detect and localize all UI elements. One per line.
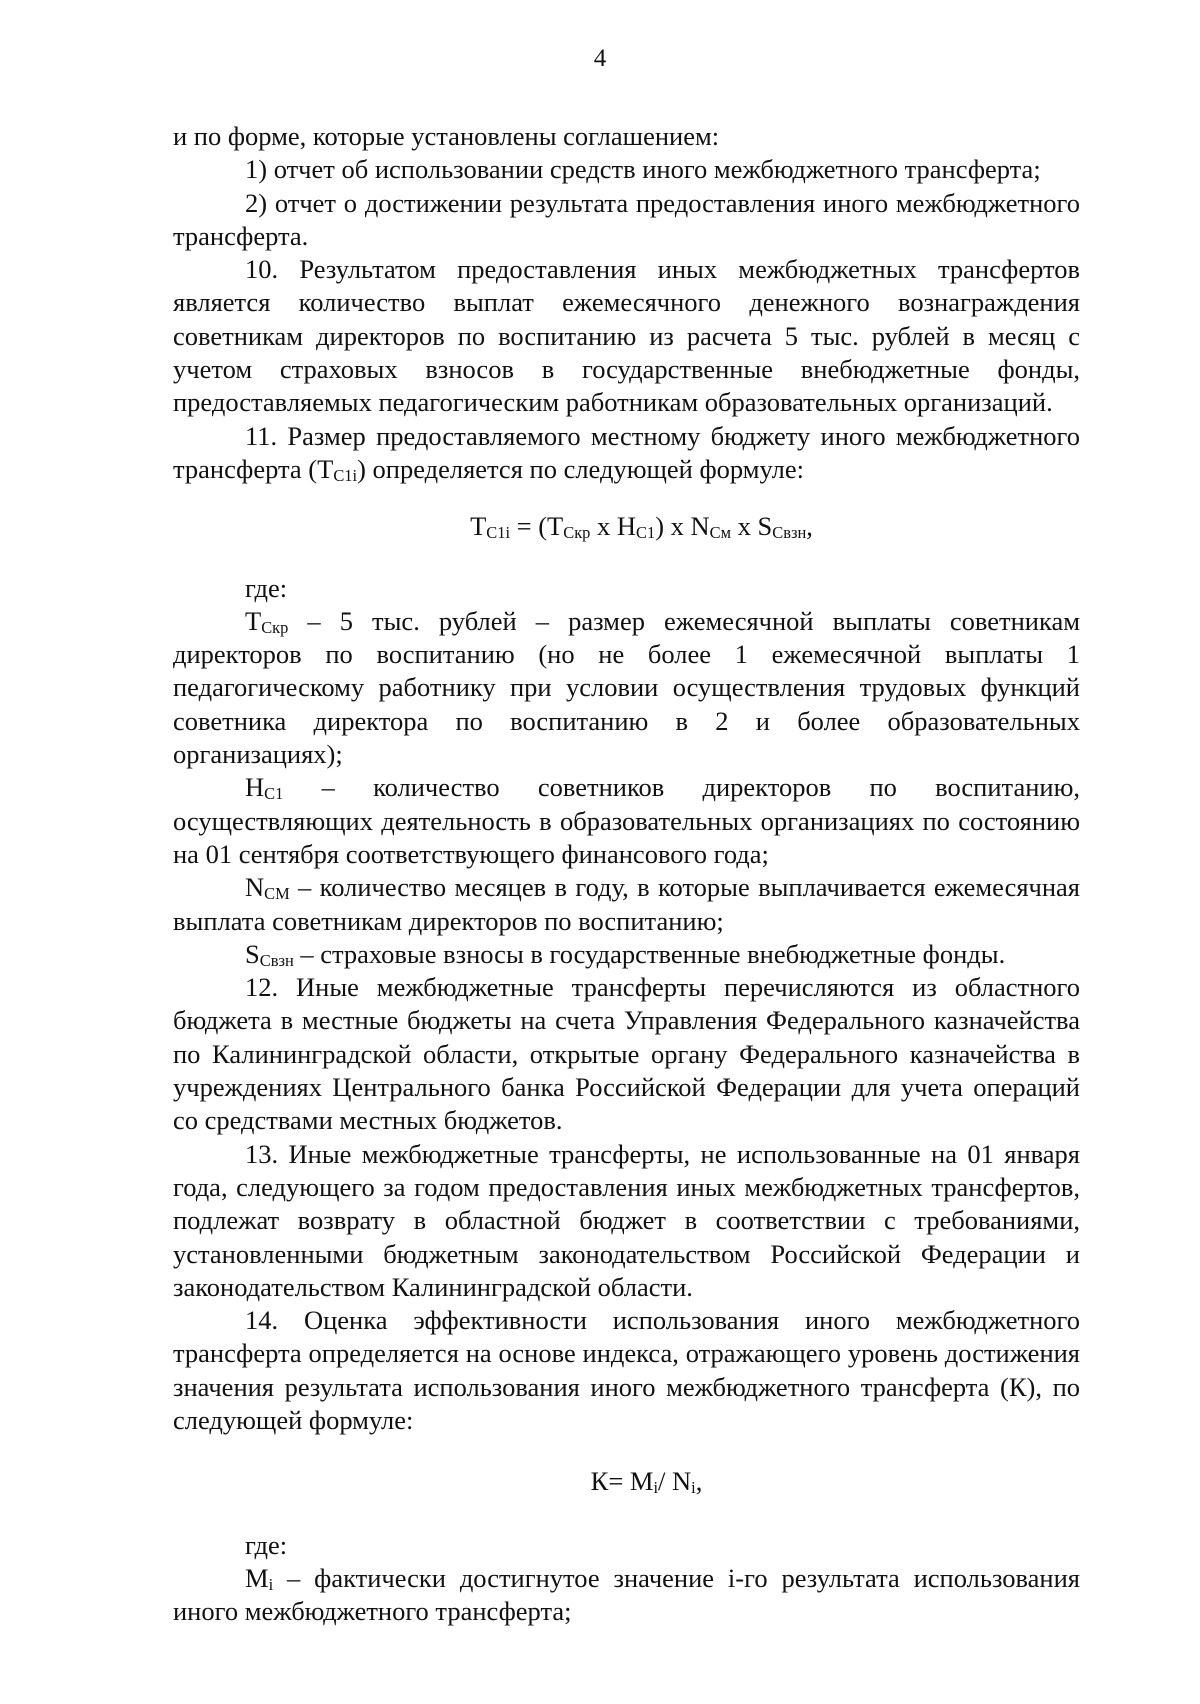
definition-ncm: $N_{CM}$ – количество месяцев в году, в которые выплачивается ежемесячная выплата советникам директоров по воспитанию; bbox=[173, 872, 1080, 936]
document-body bbox=[173, 120, 1080, 1628]
where-label: где: bbox=[245, 1529, 288, 1560]
page-number: 4 bbox=[593, 45, 607, 72]
where-label: где: bbox=[245, 572, 288, 603]
paragraph-14: 14. Оценка эффективности использования иного межбюджетного трансферта определяется на основе индекса, отражающего уровень достижения значения результата использования иного межбюджетного трансферта (К), по следующей формуле: bbox=[173, 1305, 1080, 1435]
definition-hc1: $Н_{C1}$ – количество советников директоров по воспитанию, осуществляющих деятельность в образовательных организациях по состоянию на 01 сентября соответствующего финансового года; bbox=[173, 772, 1080, 869]
definition-scvzn: $S_{Свзн}$ – страховые взносы в государственные внебюджетные фонды. bbox=[245, 938, 1006, 970]
paragraph: и по форме, которые установлены соглашением: bbox=[173, 121, 720, 151]
paragraph-10: 10. Результатом предоставления иных межбюджетных трансфертов является количество выплат ежемесячного денежного вознаграждения советникам директоров по воспитанию из расчета 5 тыс. рублей в месяц с учетом страховых взносов в государственные внебюджетные фонды, предоставляемых педагогическим работникам образовательных организаций. bbox=[173, 254, 1080, 418]
paragraph-11: 11. Размер предоставляемого местному бюджету иного межбюджетного трансферта $(Т_{C1i})$ определяется по следующей формуле: bbox=[173, 420, 1080, 485]
paragraph-13: 13. Иные межбюджетные трансферты, не использованные на 01 января года, следующего за годом предоставления иных межбюджетных трансфертов, подлежат возврату в областной бюджет в соответствии с требованиями, установленными бюджетным законодательством Российской Федерации и законодательством Калининградской области. bbox=[173, 1138, 1080, 1302]
formula-efficiency-index: $К= М_i/$ $N_i$, bbox=[590, 1466, 703, 1498]
formula-transfer-size: $Т_{C1i} = (Т_{Скр}$ х $Н_{C1}$) х $N_{См}$ х $S_{Свзн}$, bbox=[470, 511, 813, 543]
definition-mi: $M_i$ – фактически достигнутое значение i-го результата использования иного межбюджетного трансферта; bbox=[173, 1562, 1080, 1627]
list-item: 1) отчет об использовании средств иного межбюджетного трансферта; bbox=[245, 154, 1041, 185]
definition-tskr: $Т_{Скр} - 5$ тыс. рублей – размер ежемесячной выплаты советникам директоров по воспитанию (но не более 1 ежемесячной выплаты 1 педагогическому работнику при условии осуществления трудовых функций советника директора по воспитанию в 2 и более образовательных организациях); bbox=[173, 605, 1080, 770]
paragraph-12: 12. Иные межбюджетные трансферты перечисляются из областного бюджета в местные бюджеты на счета Управления Федерального казначейства по Калининградской области, открытые органу Федерального казначейства в учреждениях Центрального банка Российской Федерации для учета операций со средствами местных бюджетов. bbox=[173, 972, 1080, 1136]
list-item: 2) отчет о достижении результата предоставления иного межбюджетного трансферта. bbox=[173, 187, 1080, 251]
